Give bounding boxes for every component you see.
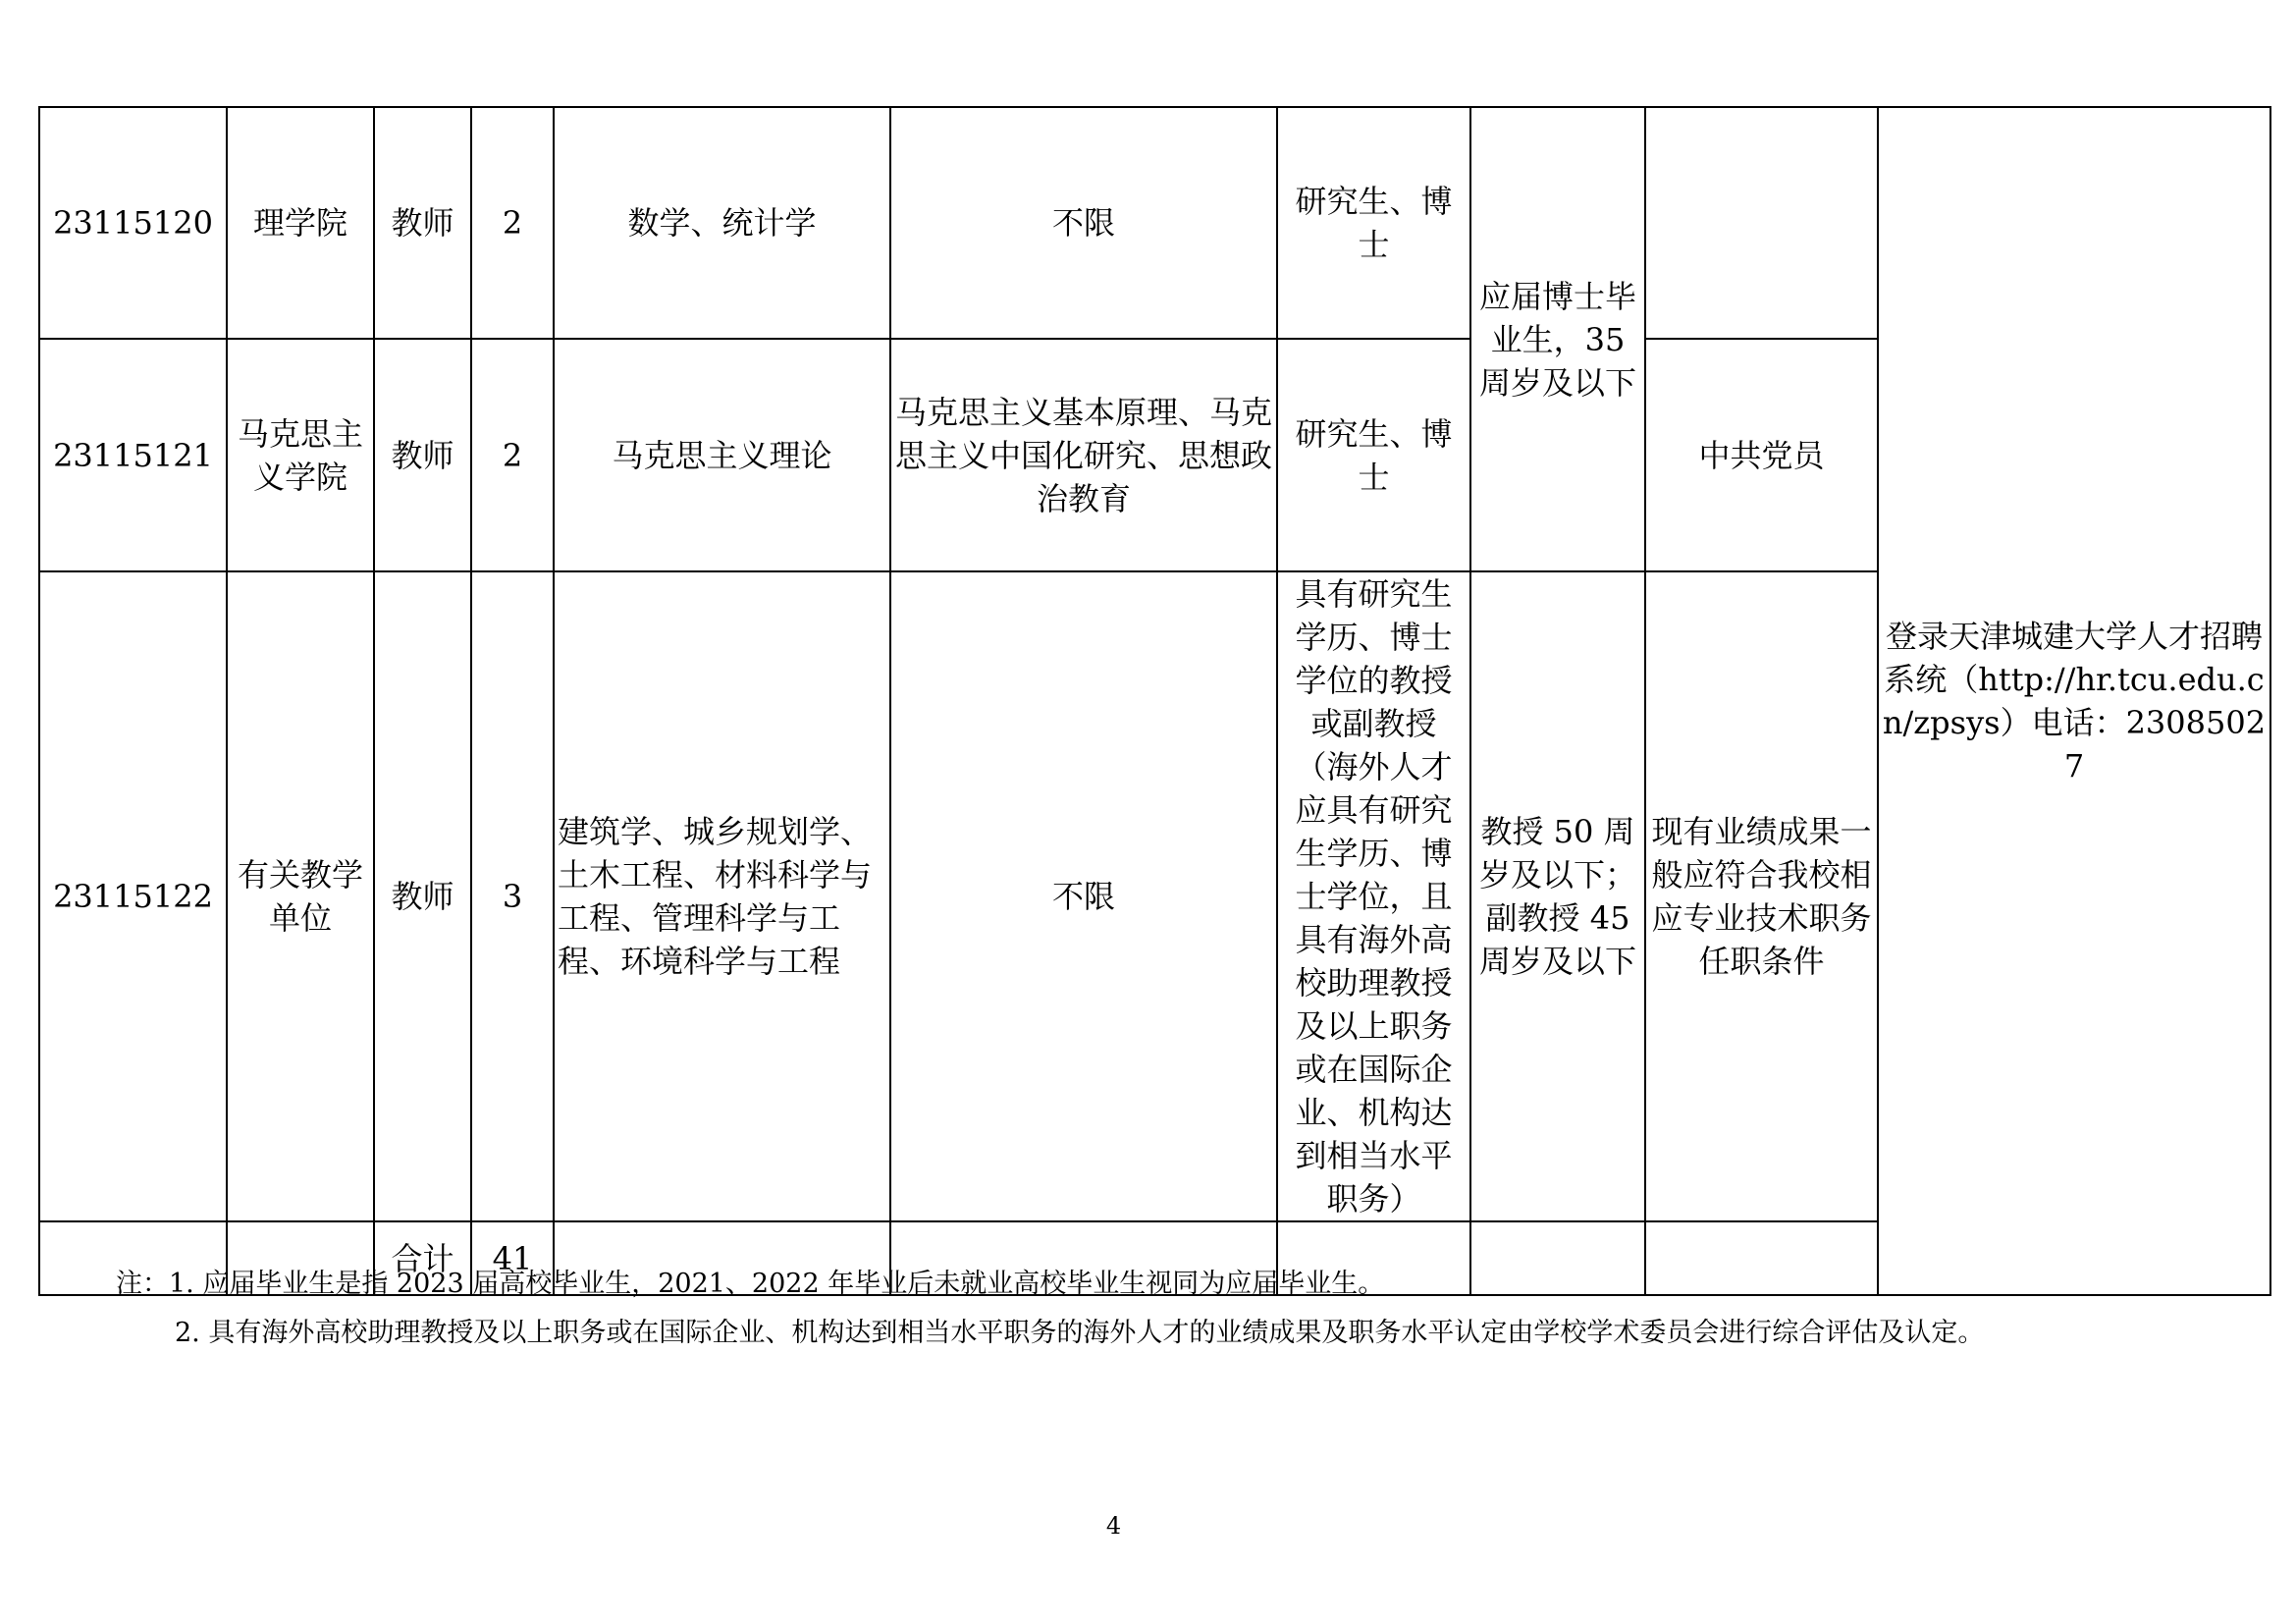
page-number: 4 <box>1105 1512 1122 1540</box>
headcount: 2 <box>471 107 554 339</box>
education-requirement: 研究生、博士 <box>1277 339 1470 571</box>
position-code: 23115120 <box>39 107 227 339</box>
footnote-2: 2. 具有海外高校助理教授及以上职务或在国际企业、机构达到相当水平职务的海外人才的业绩成果及职务水平认定由学校学术委员会进行综合评估及认定。 <box>175 1318 1985 1348</box>
hiring-unit: 马克思主义学院 <box>227 339 374 571</box>
other-requirement-empty <box>1645 107 1878 339</box>
total-value: 41 <box>471 1221 554 1295</box>
other-requirement: 现有业绩成果一般应符合我校相应专业技术职务任职条件 <box>1645 571 1878 1221</box>
headcount: 2 <box>471 339 554 571</box>
footnote-1: 注：1. 应届毕业生是指 2023 届高校毕业生，2021、2022 年毕业后未就业高校毕业生视同为应届毕业生。 <box>116 1269 1385 1299</box>
recruitment-table <box>38 106 2271 1296</box>
post-type: 教师 <box>374 571 471 1221</box>
contact-info: 登录天津城建大学人才招聘系统（http://hr.tcu.edu.cn/zpsys）电话：23085027 <box>1878 107 2270 1295</box>
major-secondary: 不限 <box>890 571 1277 1221</box>
hiring-unit: 有关教学单位 <box>227 571 374 1221</box>
headcount: 3 <box>471 571 554 1221</box>
post-type: 教师 <box>374 107 471 339</box>
education-requirement: 研究生、博士 <box>1277 107 1470 339</box>
hiring-unit: 理学院 <box>227 107 374 339</box>
age-requirement: 应届博士毕业生，35 周岁及以下 <box>1470 107 1645 571</box>
major-primary: 数学、统计学 <box>554 107 890 339</box>
major-primary: 建筑学、城乡规划学、土木工程、材料科学与工程、管理科学与工程、环境科学与工程 <box>554 571 890 1221</box>
major-secondary: 马克思主义基本原理、马克思主义中国化研究、思想政治教育 <box>890 339 1277 571</box>
other-requirement: 中共党员 <box>1645 339 1878 571</box>
position-code: 23115121 <box>39 339 227 571</box>
education-requirement: 具有研究生学历、博士学位的教授或副教授（海外人才应具有研究生学历、博士学位，且具有海外高校助理教授及以上职务或在国际企业、机构达到相当水平职务） <box>1277 571 1470 1221</box>
post-type: 教师 <box>374 339 471 571</box>
age-requirement: 教授 50 周岁及以下；副教授 45 周岁及以下 <box>1470 571 1645 1221</box>
major-secondary: 不限 <box>890 107 1277 339</box>
total-label: 合计 <box>374 1221 471 1295</box>
footnotes <box>116 1260 1984 1358</box>
position-code: 23115122 <box>39 571 227 1221</box>
major-primary: 马克思主义理论 <box>554 339 890 571</box>
table-row <box>39 107 2270 339</box>
